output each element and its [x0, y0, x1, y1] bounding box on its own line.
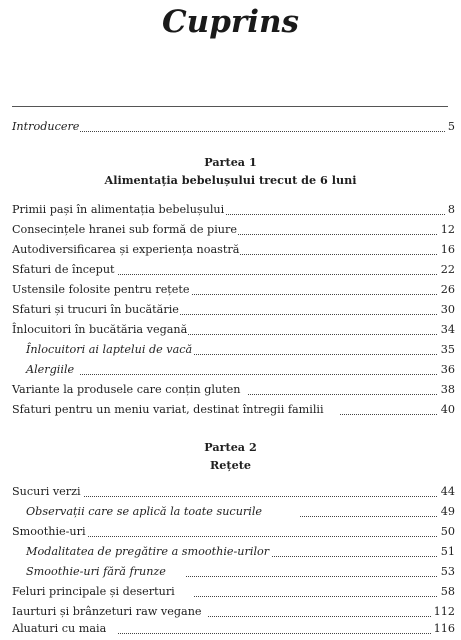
toc-entry-intro[interactable]	[0, 117, 461, 137]
entry-title: Înlocuitori ai laptelui de vacă	[26, 343, 193, 356]
toc-entry[interactable]	[0, 260, 461, 280]
entry-page: 8	[445, 203, 455, 217]
toc-entry[interactable]	[0, 582, 461, 602]
entry-title: Sucuri verzi	[12, 485, 81, 498]
title-divider	[12, 106, 448, 107]
toc-entry[interactable]	[0, 200, 461, 220]
entry-page: 16	[438, 243, 455, 257]
entry-page: 5	[445, 120, 455, 134]
entry-title: Alergiile	[26, 363, 75, 376]
toc-subentry[interactable]	[0, 562, 461, 582]
entry-page: 35	[438, 343, 455, 357]
leader-dots	[180, 294, 455, 295]
leader-dots	[84, 496, 455, 497]
part-label: Partea 1	[204, 155, 257, 169]
entry-title: Smoothie-uri	[12, 525, 86, 538]
entry-title: Înlocuitori în bucătăria vegană	[12, 323, 188, 336]
leader-dots	[186, 576, 455, 577]
entry-title: Observații care se aplică la toate sucurile	[26, 505, 263, 518]
leader-dots	[272, 556, 455, 557]
toc-entry[interactable]	[0, 240, 461, 260]
leader-dots	[300, 516, 455, 517]
entry-title: Modalitatea de pregătire a smoothie-urilor	[26, 545, 270, 558]
leader-dots	[228, 254, 455, 255]
entry-page: 34	[438, 323, 455, 337]
entry-title: Variante la produsele care conțin gluten	[12, 383, 241, 396]
entry-title: Sfaturi pentru un meniu variat, destinat întregii familii	[12, 403, 324, 416]
toc-entry[interactable]	[0, 619, 461, 639]
toc-subentry[interactable]	[0, 502, 461, 522]
toc-entry[interactable]	[0, 300, 461, 320]
toc-entry[interactable]	[0, 320, 461, 340]
entry-title: Primii pași în alimentația bebelușului	[12, 203, 225, 216]
toc-entry[interactable]	[0, 400, 461, 420]
entry-title: Iaurturi și brânzeturi raw vegane	[12, 605, 202, 618]
toc-subentry[interactable]	[0, 542, 461, 562]
toc-entry[interactable]	[0, 380, 461, 400]
entry-page: 112	[431, 605, 455, 619]
leader-dots	[168, 314, 455, 315]
entry-page: 44	[438, 485, 455, 499]
leader-dots	[230, 234, 455, 235]
part-label: Partea 2	[204, 440, 257, 454]
toc-subentry[interactable]	[0, 340, 461, 360]
entry-page: 50	[438, 525, 455, 539]
entry-title: Feluri principale și deserturi	[12, 585, 175, 598]
entry-title: Consecințele hranei sub formă de piure	[12, 223, 237, 236]
entry-page: 40	[438, 403, 455, 417]
entry-page: 58	[438, 585, 455, 599]
toc-entry[interactable]	[0, 220, 461, 240]
entry-page: 49	[438, 505, 455, 519]
entry-page: 12	[438, 223, 455, 237]
toc-entry[interactable]	[0, 482, 461, 502]
leader-dots	[72, 131, 455, 132]
entry-title: Ustensile folosite pentru rețete	[12, 283, 190, 296]
entry-title: Sfaturi și trucuri în bucătărie	[12, 303, 179, 316]
leader-dots	[248, 394, 455, 395]
entry-title: Sfaturi de început	[12, 263, 115, 276]
entry-page: 38	[438, 383, 455, 397]
entry-page: 22	[438, 263, 455, 277]
leader-dots	[208, 616, 455, 617]
leader-dots	[196, 214, 455, 215]
entry-page: 51	[438, 545, 455, 559]
entry-page: 26	[438, 283, 455, 297]
entry-title: Autodiversificarea și experiența noastră	[12, 243, 240, 256]
toc-subentry[interactable]	[0, 360, 461, 380]
part-title: Alimentația bebelușului trecut de 6 luni	[104, 173, 357, 187]
entry-page: 36	[438, 363, 455, 377]
leader-dots	[188, 354, 455, 355]
entry-title: Introducere	[12, 120, 80, 133]
entry-page: 30	[438, 303, 455, 317]
entry-title: Aluaturi cu maia	[12, 622, 107, 635]
entry-page: 116	[431, 622, 455, 636]
leader-dots	[80, 374, 455, 375]
toc-entry[interactable]	[0, 522, 461, 542]
page-title: Cuprins	[162, 4, 299, 40]
leader-dots	[118, 274, 455, 275]
part-title: Rețete	[210, 458, 251, 472]
toc-entry[interactable]	[0, 280, 461, 300]
leader-dots	[194, 596, 455, 597]
leader-dots	[86, 536, 455, 537]
entry-title: Smoothie-uri fără frunze	[26, 565, 166, 578]
leader-dots	[184, 334, 455, 335]
leader-dots	[118, 633, 455, 634]
entry-page: 53	[438, 565, 455, 579]
